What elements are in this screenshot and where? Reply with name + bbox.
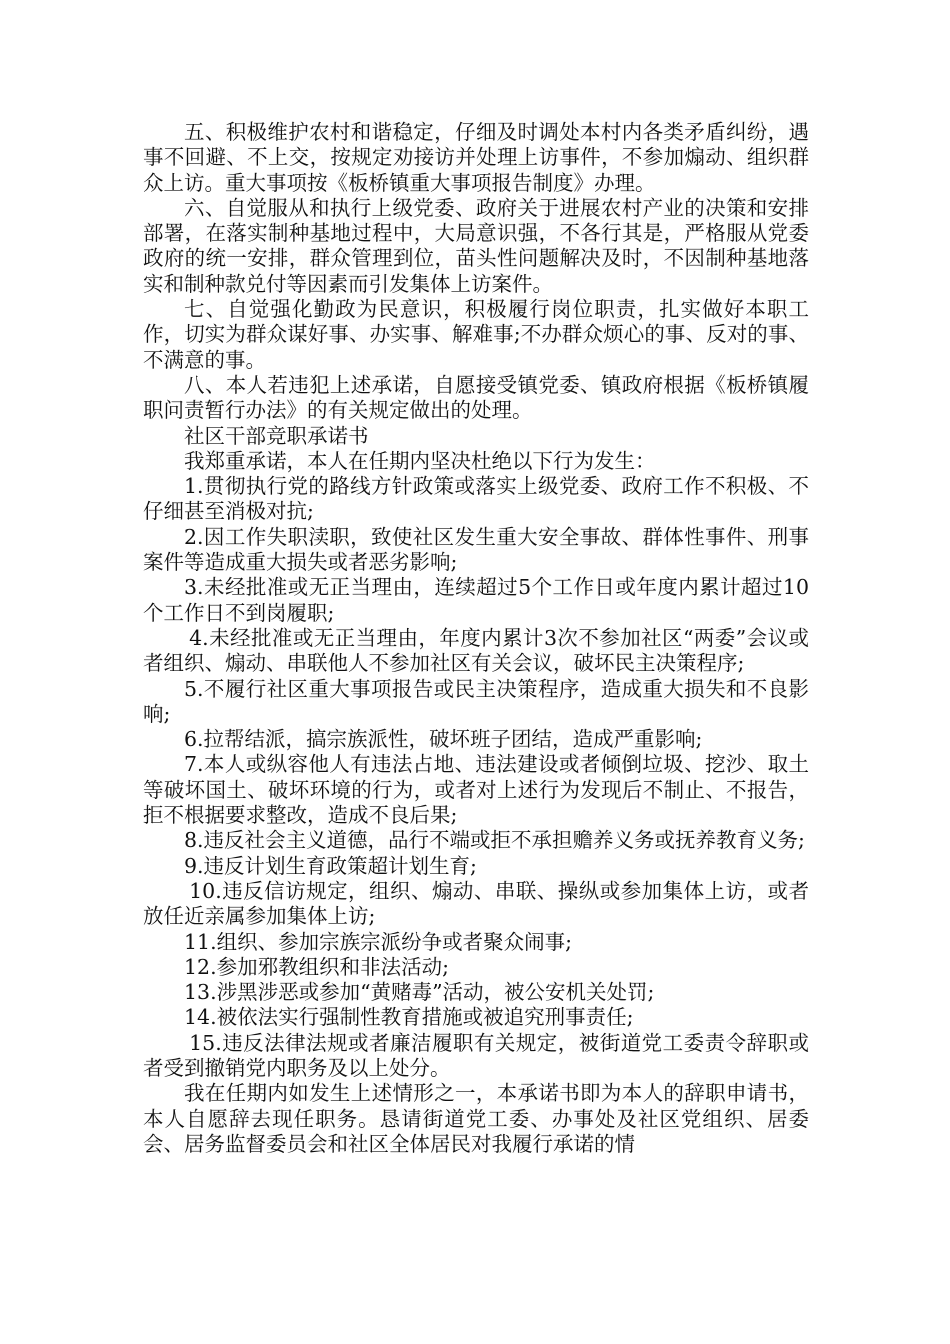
pledge-item-4: 4.未经批准或无正当理由，年度内累计3次不参加社区“两委”会议或者组织、煽动、串联他人不参加社区有关会议，破坏民主决策程序; [143, 625, 809, 676]
document-body [143, 120, 809, 1157]
pledge-item-3: 3.未经批准或无正当理由，连续超过5个工作日或年度内累计超过10个工作日不到岗履职; [143, 575, 809, 625]
pledge-item-9: 9.违反计划生育政策超计划生育; [184, 853, 477, 878]
paragraph-item-7: 七、自觉强化勤政为民意识，积极履行岗位职责，扎实做好本职工作，切实为群众谋好事、办实事、解难事;不办群众烦心的事、反对的事、不满意的事。 [143, 297, 809, 372]
section-title: 社区干部竞职承诺书 [184, 423, 369, 448]
paragraph-item-8: 八、本人若违犯上述承诺，自愿接受镇党委、镇政府根据《板桥镇履职问责暂行办法》的有关规定做出的处理。 [143, 372, 809, 423]
closing-paragraph: 我在任期内如发生上述情形之一，本承诺书即为本人的辞职申请书，本人自愿辞去现任职务。恳请街道党工委、办事处及社区党组织、居委会、居务监督委员会和社区全体居民对我履行承诺的情 [143, 1081, 809, 1156]
pledge-item-5: 5.不履行社区重大事项报告或民主决策程序，造成重大损失和不良影响; [143, 676, 809, 726]
pledge-item-10: 10.违反信访规定，组织、煽动、串联、操纵或参加集体上访，或者放任近亲属参加集体上访; [143, 878, 809, 929]
pledge-item-11: 11.组织、参加宗族宗派纷争或者聚众闹事; [184, 929, 573, 954]
pledge-item-2: 2.因工作失职渎职，致使社区发生重大安全事故、群体性事件、刑事案件等造成重大损失或者恶劣影响; [143, 524, 809, 575]
pledge-item-8: 8.违反社会主义道德，品行不端或拒不承担赡养义务或抚养教育义务; [184, 828, 805, 853]
pledge-item-13: 13.涉黑涉恶或参加“黄赌毒”活动，被公安机关处罚; [184, 980, 655, 1005]
paragraph-item-5: 五、积极维护农村和谐稳定，仔细及时调处本村内各类矛盾纠纷，遇事不回避、不上交，按规定劝接访并处理上访事件，不参加煽动、组织群众上访。重大事项按《板桥镇重大事项报告制度》办理。 [143, 120, 809, 195]
pledge-intro: 我郑重承诺，本人在任期内坚决杜绝以下行为发生： [184, 448, 656, 473]
pledge-item-12: 12.参加邪教组织和非法活动; [184, 954, 450, 979]
pledge-item-15: 15.违反法律法规或者廉洁履职有关规定，被街道党工委责令辞职或者受到撤销党内职务及以上处分。 [143, 1030, 809, 1080]
pledge-item-7: 7.本人或纵容他人有违法占地、违法建设或者倾倒垃圾、挖沙、取土等破坏国土、破坏环境的行为，或者对上述行为发现后不制止、不报告，拒不根据要求整改，造成不良后果; [143, 752, 809, 828]
pledge-item-6: 6.拉帮结派，搞宗族派性，破坏班子团结，造成严重影响; [184, 727, 703, 752]
pledge-item-14: 14.被依法实行强制性教育措施或被追究刑事责任; [184, 1005, 634, 1030]
paragraph-item-6: 六、自觉服从和执行上级党委、政府关于进展农村产业的决策和安排部署，在落实制种基地过程中，大局意识强，不各行其是，严格服从党委政府的统一安排，群众管理到位，苗头性问题解决及时，不因制种基地落实和制种款兑付等因素而引发集体上访案件。 [143, 195, 809, 296]
pledge-item-1: 1.贯彻执行党的路线方针政策或落实上级党委、政府工作不积极、不仔细甚至消极对抗; [143, 474, 809, 524]
